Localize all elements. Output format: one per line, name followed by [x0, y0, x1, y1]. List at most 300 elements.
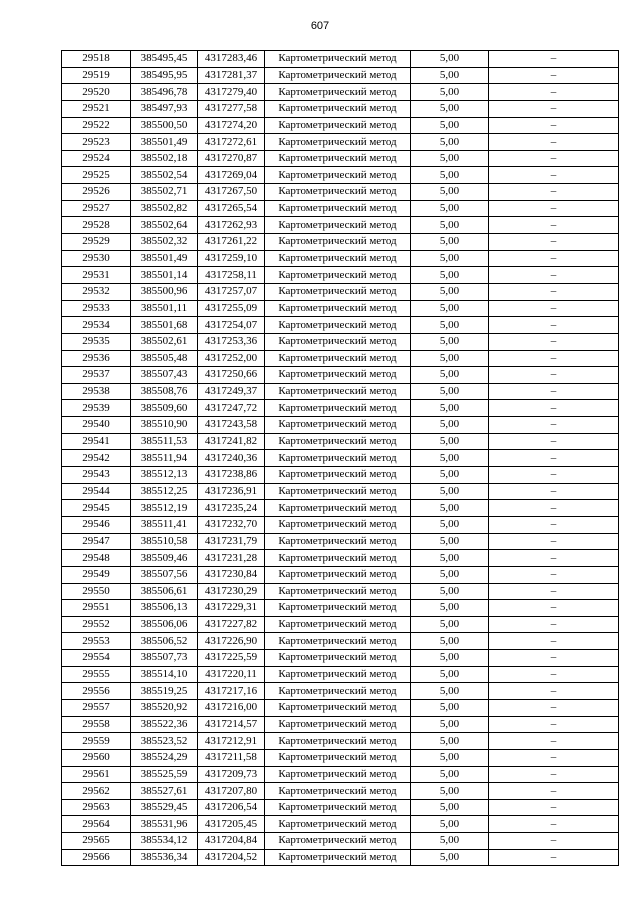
description-cell: –	[489, 450, 619, 467]
accuracy-cell: 5,00	[411, 633, 489, 650]
description-cell: –	[489, 550, 619, 567]
table-row	[62, 350, 619, 367]
y-coordinate-cell: 4317243,58	[198, 417, 265, 434]
y-coordinate-cell: 4317231,79	[198, 533, 265, 550]
x-coordinate-cell: 385508,76	[131, 383, 198, 400]
description-cell: –	[489, 317, 619, 334]
point-number-cell: 29522	[62, 117, 131, 134]
x-coordinate-cell: 385514,10	[131, 666, 198, 683]
table-row	[62, 733, 619, 750]
point-number-cell: 29544	[62, 483, 131, 500]
description-cell: –	[489, 333, 619, 350]
accuracy-cell: 5,00	[411, 67, 489, 84]
point-number-cell: 29538	[62, 383, 131, 400]
accuracy-cell: 5,00	[411, 400, 489, 417]
x-coordinate-cell: 385512,13	[131, 467, 198, 484]
table-row	[62, 333, 619, 350]
y-coordinate-cell: 4317255,09	[198, 300, 265, 317]
description-cell: –	[489, 683, 619, 700]
table-row	[62, 117, 619, 134]
table-row	[62, 650, 619, 667]
y-coordinate-cell: 4317277,58	[198, 100, 265, 117]
point-number-cell: 29521	[62, 100, 131, 117]
method-cell: Картометрический метод	[265, 417, 411, 434]
method-cell: Картометрический метод	[265, 650, 411, 667]
description-cell: –	[489, 367, 619, 384]
y-coordinate-cell: 4317261,22	[198, 234, 265, 251]
x-coordinate-cell: 385534,12	[131, 833, 198, 850]
method-cell: Картометрический метод	[265, 749, 411, 766]
accuracy-cell: 5,00	[411, 317, 489, 334]
accuracy-cell: 5,00	[411, 733, 489, 750]
y-coordinate-cell: 4317272,61	[198, 134, 265, 151]
accuracy-cell: 5,00	[411, 250, 489, 267]
description-cell: –	[489, 467, 619, 484]
description-cell: –	[489, 400, 619, 417]
table-row	[62, 566, 619, 583]
y-coordinate-cell: 4317235,24	[198, 500, 265, 517]
x-coordinate-cell: 385500,96	[131, 283, 198, 300]
accuracy-cell: 5,00	[411, 799, 489, 816]
method-cell: Картометрический метод	[265, 383, 411, 400]
y-coordinate-cell: 4317279,40	[198, 84, 265, 101]
x-coordinate-cell: 385510,90	[131, 417, 198, 434]
description-cell: –	[489, 733, 619, 750]
method-cell: Картометрический метод	[265, 283, 411, 300]
x-coordinate-cell: 385512,25	[131, 483, 198, 500]
accuracy-cell: 5,00	[411, 300, 489, 317]
point-number-cell: 29525	[62, 167, 131, 184]
x-coordinate-cell: 385500,50	[131, 117, 198, 134]
x-coordinate-cell: 385502,82	[131, 200, 198, 217]
y-coordinate-cell: 4317230,84	[198, 566, 265, 583]
x-coordinate-cell: 385502,64	[131, 217, 198, 234]
table-row	[62, 283, 619, 300]
point-number-cell: 29556	[62, 683, 131, 700]
accuracy-cell: 5,00	[411, 716, 489, 733]
point-number-cell: 29553	[62, 633, 131, 650]
point-number-cell: 29541	[62, 433, 131, 450]
table-row	[62, 383, 619, 400]
description-cell: –	[489, 417, 619, 434]
description-cell: –	[489, 699, 619, 716]
y-coordinate-cell: 4317238,86	[198, 467, 265, 484]
point-number-cell: 29527	[62, 200, 131, 217]
point-number-cell: 29559	[62, 733, 131, 750]
accuracy-cell: 5,00	[411, 367, 489, 384]
table-row	[62, 799, 619, 816]
method-cell: Картометрический метод	[265, 234, 411, 251]
x-coordinate-cell: 385531,96	[131, 816, 198, 833]
method-cell: Картометрический метод	[265, 317, 411, 334]
point-number-cell: 29566	[62, 849, 131, 866]
y-coordinate-cell: 4317253,36	[198, 333, 265, 350]
description-cell: –	[489, 633, 619, 650]
description-cell: –	[489, 533, 619, 550]
point-number-cell: 29543	[62, 467, 131, 484]
accuracy-cell: 5,00	[411, 550, 489, 567]
table-row	[62, 666, 619, 683]
method-cell: Картометрический метод	[265, 51, 411, 68]
accuracy-cell: 5,00	[411, 417, 489, 434]
table-row	[62, 67, 619, 84]
accuracy-cell: 5,00	[411, 217, 489, 234]
y-coordinate-cell: 4317269,04	[198, 167, 265, 184]
x-coordinate-cell: 385502,61	[131, 333, 198, 350]
point-number-cell: 29565	[62, 833, 131, 850]
accuracy-cell: 5,00	[411, 117, 489, 134]
method-cell: Картометрический метод	[265, 433, 411, 450]
y-coordinate-cell: 4317227,82	[198, 616, 265, 633]
point-number-cell: 29558	[62, 716, 131, 733]
point-number-cell: 29542	[62, 450, 131, 467]
method-cell: Картометрический метод	[265, 816, 411, 833]
point-number-cell: 29528	[62, 217, 131, 234]
description-cell: –	[489, 616, 619, 633]
description-cell: –	[489, 666, 619, 683]
description-cell: –	[489, 51, 619, 68]
method-cell: Картометрический метод	[265, 699, 411, 716]
table-row	[62, 683, 619, 700]
page-number: 607	[310, 20, 330, 32]
description-cell: –	[489, 217, 619, 234]
method-cell: Картометрический метод	[265, 134, 411, 151]
table-row	[62, 167, 619, 184]
method-cell: Картометрический метод	[265, 67, 411, 84]
x-coordinate-cell: 385520,92	[131, 699, 198, 716]
method-cell: Картометрический метод	[265, 600, 411, 617]
table-row	[62, 417, 619, 434]
accuracy-cell: 5,00	[411, 467, 489, 484]
method-cell: Картометрический метод	[265, 799, 411, 816]
table-row	[62, 716, 619, 733]
point-number-cell: 29555	[62, 666, 131, 683]
accuracy-cell: 5,00	[411, 849, 489, 866]
table-row	[62, 699, 619, 716]
table-row	[62, 633, 619, 650]
x-coordinate-cell: 385524,29	[131, 749, 198, 766]
x-coordinate-cell: 385522,36	[131, 716, 198, 733]
accuracy-cell: 5,00	[411, 616, 489, 633]
x-coordinate-cell: 385523,52	[131, 733, 198, 750]
method-cell: Картометрический метод	[265, 533, 411, 550]
method-cell: Картометрический метод	[265, 500, 411, 517]
description-cell: –	[489, 583, 619, 600]
x-coordinate-cell: 385506,13	[131, 600, 198, 617]
description-cell: –	[489, 799, 619, 816]
method-cell: Картометрический метод	[265, 84, 411, 101]
x-coordinate-cell: 385536,34	[131, 849, 198, 866]
description-cell: –	[489, 283, 619, 300]
description-cell: –	[489, 100, 619, 117]
x-coordinate-cell: 385511,53	[131, 433, 198, 450]
y-coordinate-cell: 4317216,00	[198, 699, 265, 716]
y-coordinate-cell: 4317274,20	[198, 117, 265, 134]
table-row	[62, 184, 619, 201]
x-coordinate-cell: 385509,46	[131, 550, 198, 567]
accuracy-cell: 5,00	[411, 234, 489, 251]
table-row	[62, 250, 619, 267]
point-number-cell: 29551	[62, 600, 131, 617]
y-coordinate-cell: 4317214,57	[198, 716, 265, 733]
table-row	[62, 367, 619, 384]
x-coordinate-cell: 385507,73	[131, 650, 198, 667]
point-number-cell: 29564	[62, 816, 131, 833]
x-coordinate-cell: 385509,60	[131, 400, 198, 417]
point-number-cell: 29563	[62, 799, 131, 816]
y-coordinate-cell: 4317220,11	[198, 666, 265, 683]
method-cell: Картометрический метод	[265, 400, 411, 417]
accuracy-cell: 5,00	[411, 783, 489, 800]
description-cell: –	[489, 783, 619, 800]
table-row	[62, 516, 619, 533]
table-row	[62, 816, 619, 833]
table-row	[62, 100, 619, 117]
y-coordinate-cell: 4317252,00	[198, 350, 265, 367]
accuracy-cell: 5,00	[411, 84, 489, 101]
table-row	[62, 433, 619, 450]
method-cell: Картометрический метод	[265, 200, 411, 217]
accuracy-cell: 5,00	[411, 833, 489, 850]
x-coordinate-cell: 385511,41	[131, 516, 198, 533]
point-number-cell: 29537	[62, 367, 131, 384]
y-coordinate-cell: 4317225,59	[198, 650, 265, 667]
description-cell: –	[489, 150, 619, 167]
point-number-cell: 29519	[62, 67, 131, 84]
method-cell: Картометрический метод	[265, 117, 411, 134]
point-number-cell: 29530	[62, 250, 131, 267]
accuracy-cell: 5,00	[411, 816, 489, 833]
accuracy-cell: 5,00	[411, 333, 489, 350]
point-number-cell: 29536	[62, 350, 131, 367]
method-cell: Картометрический метод	[265, 516, 411, 533]
description-cell: –	[489, 184, 619, 201]
method-cell: Картометрический метод	[265, 267, 411, 284]
table-row	[62, 616, 619, 633]
y-coordinate-cell: 4317258,11	[198, 267, 265, 284]
description-cell: –	[489, 600, 619, 617]
point-number-cell: 29561	[62, 766, 131, 783]
y-coordinate-cell: 4317211,58	[198, 749, 265, 766]
method-cell: Картометрический метод	[265, 733, 411, 750]
method-cell: Картометрический метод	[265, 716, 411, 733]
description-cell: –	[489, 849, 619, 866]
method-cell: Картометрический метод	[265, 583, 411, 600]
accuracy-cell: 5,00	[411, 167, 489, 184]
table-row	[62, 300, 619, 317]
method-cell: Картометрический метод	[265, 100, 411, 117]
y-coordinate-cell: 4317231,28	[198, 550, 265, 567]
accuracy-cell: 5,00	[411, 383, 489, 400]
x-coordinate-cell: 385502,18	[131, 150, 198, 167]
y-coordinate-cell: 4317204,52	[198, 849, 265, 866]
method-cell: Картометрический метод	[265, 849, 411, 866]
x-coordinate-cell: 385507,43	[131, 367, 198, 384]
point-number-cell: 29557	[62, 699, 131, 716]
description-cell: –	[489, 167, 619, 184]
x-coordinate-cell: 385527,61	[131, 783, 198, 800]
x-coordinate-cell: 385501,49	[131, 250, 198, 267]
x-coordinate-cell: 385502,32	[131, 234, 198, 251]
x-coordinate-cell: 385507,56	[131, 566, 198, 583]
y-coordinate-cell: 4317249,37	[198, 383, 265, 400]
method-cell: Картометрический метод	[265, 483, 411, 500]
description-cell: –	[489, 200, 619, 217]
accuracy-cell: 5,00	[411, 450, 489, 467]
accuracy-cell: 5,00	[411, 483, 489, 500]
x-coordinate-cell: 385502,54	[131, 167, 198, 184]
method-cell: Картометрический метод	[265, 300, 411, 317]
point-number-cell: 29549	[62, 566, 131, 583]
y-coordinate-cell: 4317240,36	[198, 450, 265, 467]
y-coordinate-cell: 4317265,54	[198, 200, 265, 217]
table-row	[62, 833, 619, 850]
table-row	[62, 234, 619, 251]
point-number-cell: 29529	[62, 234, 131, 251]
table-row	[62, 134, 619, 151]
description-cell: –	[489, 816, 619, 833]
method-cell: Картометрический метод	[265, 616, 411, 633]
table-row	[62, 317, 619, 334]
description-cell: –	[489, 433, 619, 450]
point-number-cell: 29523	[62, 134, 131, 151]
description-cell: –	[489, 766, 619, 783]
y-coordinate-cell: 4317209,73	[198, 766, 265, 783]
x-coordinate-cell: 385501,68	[131, 317, 198, 334]
x-coordinate-cell: 385501,11	[131, 300, 198, 317]
accuracy-cell: 5,00	[411, 583, 489, 600]
description-cell: –	[489, 300, 619, 317]
method-cell: Картометрический метод	[265, 550, 411, 567]
x-coordinate-cell: 385496,78	[131, 84, 198, 101]
table-row	[62, 400, 619, 417]
accuracy-cell: 5,00	[411, 51, 489, 68]
method-cell: Картометрический метод	[265, 766, 411, 783]
method-cell: Картометрический метод	[265, 683, 411, 700]
description-cell: –	[489, 500, 619, 517]
x-coordinate-cell: 385525,59	[131, 766, 198, 783]
y-coordinate-cell: 4317226,90	[198, 633, 265, 650]
accuracy-cell: 5,00	[411, 766, 489, 783]
point-number-cell: 29533	[62, 300, 131, 317]
accuracy-cell: 5,00	[411, 184, 489, 201]
accuracy-cell: 5,00	[411, 666, 489, 683]
y-coordinate-cell: 4317247,72	[198, 400, 265, 417]
accuracy-cell: 5,00	[411, 150, 489, 167]
point-number-cell: 29524	[62, 150, 131, 167]
table-row	[62, 849, 619, 866]
y-coordinate-cell: 4317241,82	[198, 433, 265, 450]
method-cell: Картометрический метод	[265, 167, 411, 184]
point-number-cell: 29548	[62, 550, 131, 567]
accuracy-cell: 5,00	[411, 100, 489, 117]
y-coordinate-cell: 4317236,91	[198, 483, 265, 500]
accuracy-cell: 5,00	[411, 683, 489, 700]
description-cell: –	[489, 350, 619, 367]
accuracy-cell: 5,00	[411, 283, 489, 300]
x-coordinate-cell: 385506,61	[131, 583, 198, 600]
y-coordinate-cell: 4317254,07	[198, 317, 265, 334]
description-cell: –	[489, 117, 619, 134]
coordinates-table-body	[62, 51, 619, 866]
accuracy-cell: 5,00	[411, 350, 489, 367]
accuracy-cell: 5,00	[411, 699, 489, 716]
method-cell: Картометрический метод	[265, 150, 411, 167]
table-row	[62, 84, 619, 101]
x-coordinate-cell: 385501,14	[131, 267, 198, 284]
table-row	[62, 150, 619, 167]
accuracy-cell: 5,00	[411, 533, 489, 550]
description-cell: –	[489, 67, 619, 84]
description-cell: –	[489, 650, 619, 667]
method-cell: Картометрический метод	[265, 367, 411, 384]
y-coordinate-cell: 4317281,37	[198, 67, 265, 84]
x-coordinate-cell: 385502,71	[131, 184, 198, 201]
method-cell: Картометрический метод	[265, 350, 411, 367]
method-cell: Картометрический метод	[265, 666, 411, 683]
method-cell: Картометрический метод	[265, 217, 411, 234]
y-coordinate-cell: 4317217,16	[198, 683, 265, 700]
accuracy-cell: 5,00	[411, 200, 489, 217]
point-number-cell: 29562	[62, 783, 131, 800]
point-number-cell: 29552	[62, 616, 131, 633]
table-row	[62, 467, 619, 484]
y-coordinate-cell: 4317270,87	[198, 150, 265, 167]
point-number-cell: 29547	[62, 533, 131, 550]
y-coordinate-cell: 4317207,80	[198, 783, 265, 800]
table-row	[62, 217, 619, 234]
description-cell: –	[489, 267, 619, 284]
accuracy-cell: 5,00	[411, 134, 489, 151]
description-cell: –	[489, 383, 619, 400]
x-coordinate-cell: 385511,94	[131, 450, 198, 467]
table-row	[62, 749, 619, 766]
table-row	[62, 500, 619, 517]
method-cell: Картометрический метод	[265, 250, 411, 267]
coordinates-table	[61, 50, 619, 866]
x-coordinate-cell: 385501,49	[131, 134, 198, 151]
x-coordinate-cell: 385519,25	[131, 683, 198, 700]
point-number-cell: 29554	[62, 650, 131, 667]
description-cell: –	[489, 516, 619, 533]
y-coordinate-cell: 4317212,91	[198, 733, 265, 750]
description-cell: –	[489, 234, 619, 251]
table-row	[62, 783, 619, 800]
accuracy-cell: 5,00	[411, 600, 489, 617]
point-number-cell: 29539	[62, 400, 131, 417]
description-cell: –	[489, 749, 619, 766]
y-coordinate-cell: 4317230,29	[198, 583, 265, 600]
y-coordinate-cell: 4317283,46	[198, 51, 265, 68]
y-coordinate-cell: 4317250,66	[198, 367, 265, 384]
accuracy-cell: 5,00	[411, 433, 489, 450]
method-cell: Картометрический метод	[265, 833, 411, 850]
accuracy-cell: 5,00	[411, 500, 489, 517]
point-number-cell: 29546	[62, 516, 131, 533]
x-coordinate-cell: 385495,45	[131, 51, 198, 68]
y-coordinate-cell: 4317229,31	[198, 600, 265, 617]
accuracy-cell: 5,00	[411, 749, 489, 766]
point-number-cell: 29534	[62, 317, 131, 334]
x-coordinate-cell: 385529,45	[131, 799, 198, 816]
y-coordinate-cell: 4317257,07	[198, 283, 265, 300]
y-coordinate-cell: 4317267,50	[198, 184, 265, 201]
y-coordinate-cell: 4317206,54	[198, 799, 265, 816]
description-cell: –	[489, 566, 619, 583]
description-cell: –	[489, 134, 619, 151]
table-row	[62, 766, 619, 783]
description-cell: –	[489, 84, 619, 101]
